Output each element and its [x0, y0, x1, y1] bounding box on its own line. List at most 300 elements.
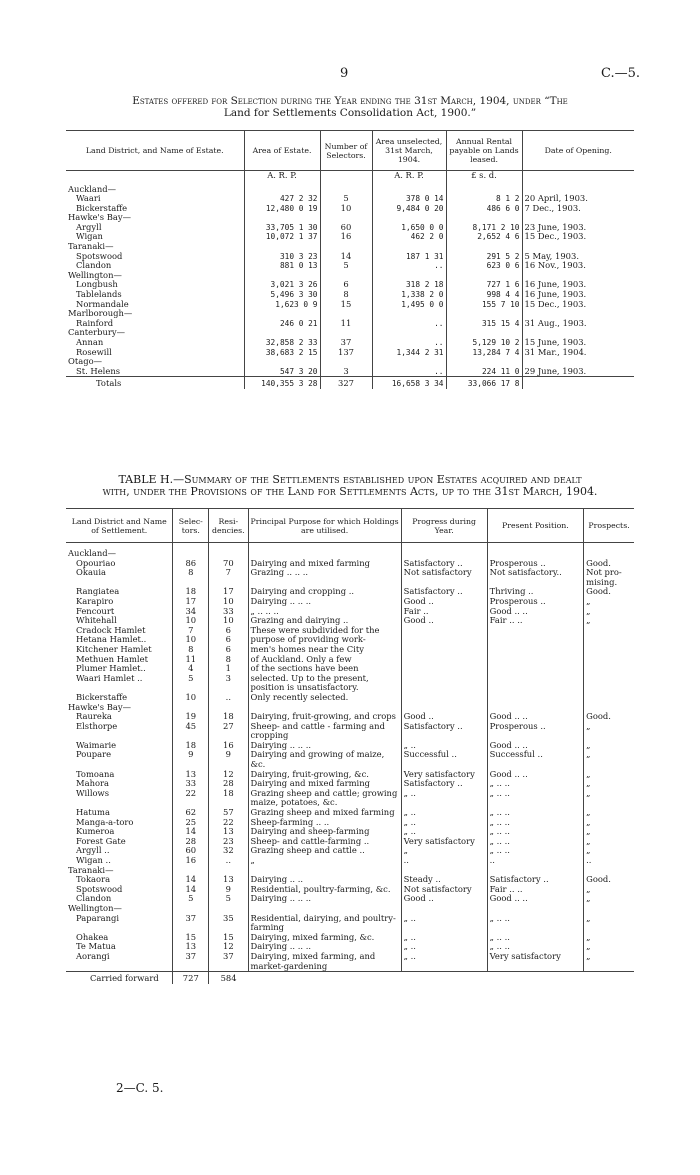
- settlement-name: Opouriao: [76, 557, 116, 568]
- position-value: „ .. ..: [487, 789, 583, 808]
- residencies-value: 37: [209, 952, 248, 972]
- selectors-value: 8: [173, 645, 209, 655]
- position-value: [487, 674, 583, 684]
- units-blank: [522, 171, 634, 185]
- rent-value: [446, 213, 522, 223]
- settlement-name: Clandon: [76, 893, 112, 904]
- settlement-name: Elsthorpe: [76, 720, 118, 731]
- settlement-name: Argyll ..: [76, 845, 110, 856]
- selectors-value: 28: [173, 837, 209, 847]
- residencies-value: 6: [209, 626, 248, 636]
- table-row: [66, 232, 634, 242]
- col-selectors: Number of Selectors.: [320, 131, 372, 171]
- col-unselected: Area unselected, 31st March, 1904.: [372, 131, 446, 171]
- unselected-value: 9,484 0 20: [372, 204, 446, 214]
- purpose-value: Sheep- and cattle - farming and cropping: [248, 722, 401, 741]
- purpose-value: Dairying and mixed farming: [248, 559, 401, 569]
- area-value: [244, 328, 320, 338]
- residencies-value: 32: [209, 846, 248, 856]
- prospects-value: [584, 904, 634, 914]
- progress-value: [401, 635, 487, 645]
- purpose-value: purpose of providing work-: [248, 635, 401, 645]
- unselected-value: 1,344 2 31: [372, 348, 446, 358]
- estate-name: Rosewill: [76, 346, 112, 357]
- settlement-name: Okauia: [76, 567, 106, 578]
- selectors-value: 8: [320, 290, 372, 300]
- position-value: Successful ..: [487, 750, 583, 769]
- estates-table: [66, 130, 634, 389]
- prospects-value: [584, 674, 634, 684]
- table-row: [66, 568, 634, 587]
- settlement-name: Kumeroa: [76, 826, 115, 837]
- area-value: 5,496 3 30: [244, 290, 320, 300]
- prospects-value: „: [584, 894, 634, 904]
- selectors-value: 18: [173, 587, 209, 597]
- totals-row: [66, 377, 634, 389]
- settlement-name: Kitchener Hamlet: [76, 643, 152, 654]
- district-name: Taranaki—: [68, 864, 114, 875]
- rent-value: 727 1 6: [446, 280, 522, 290]
- district-row: [66, 866, 634, 876]
- rent-value: 291 5 2: [446, 252, 522, 262]
- selectors-value: 17: [173, 597, 209, 607]
- prospects-value: „: [584, 942, 634, 952]
- position-value: „ .. ..: [487, 942, 583, 952]
- col-estate: Land District, and Name of Estate.: [66, 131, 244, 171]
- residencies-value: 1: [209, 664, 248, 674]
- unselected-value: 318 2 18: [372, 280, 446, 290]
- position-value: Prosperous ..: [487, 559, 583, 569]
- position-value: Good .. ..: [487, 712, 583, 722]
- document-reference: C.—5.: [600, 66, 640, 81]
- settlement-name: Whitehall: [76, 615, 117, 626]
- prospects-value: „: [584, 914, 634, 933]
- settlement-name: Hatuma: [76, 807, 110, 818]
- purpose-value: Grazing sheep and cattle ..: [248, 846, 401, 856]
- progress-value: „ ..: [401, 818, 487, 828]
- col-area: Area of Estate.: [244, 131, 320, 171]
- prospects-value: [584, 683, 634, 693]
- residencies-value: 8: [209, 655, 248, 665]
- area-value: [244, 357, 320, 367]
- purpose-value: Dairying .. .. ..: [248, 597, 401, 607]
- prospects-value: Good.: [584, 559, 634, 569]
- table-row: [66, 587, 634, 597]
- settlement-name: Poupare: [76, 749, 112, 760]
- prospects-value: „: [584, 827, 634, 837]
- progress-value: Satisfactory ..: [401, 722, 487, 741]
- settlement-name: Raureka: [76, 711, 112, 722]
- progress-value: „ ..: [401, 942, 487, 952]
- residencies-value: 7: [209, 568, 248, 587]
- progress-value: „ ..: [401, 952, 487, 972]
- unselected-value: ..: [372, 338, 446, 348]
- estate-name: Waari: [76, 193, 101, 204]
- selectors-value: 14: [173, 827, 209, 837]
- selectors-value: 5: [320, 261, 372, 271]
- unselected-value: [372, 213, 446, 223]
- purpose-value: [248, 543, 401, 559]
- progress-value: „ ..: [401, 933, 487, 943]
- unselected-value: 1,650 0 0: [372, 223, 446, 233]
- position-value: Fair .. ..: [487, 616, 583, 626]
- estate-name: Rainford: [76, 317, 114, 328]
- position-value: [487, 645, 583, 655]
- district-name: Wellington—: [68, 269, 122, 280]
- units-unselected: A. R. P.: [372, 171, 446, 185]
- area-value: 881 0 13: [244, 261, 320, 271]
- prospects-value: „: [584, 741, 634, 751]
- estate-name: Wigan: [76, 231, 103, 242]
- selectors-value: 9: [173, 750, 209, 769]
- progress-value: Satisfactory ..: [401, 587, 487, 597]
- estate-name: Annan: [76, 337, 104, 347]
- position-value: „ .. ..: [487, 818, 583, 828]
- selectors-value: 11: [173, 655, 209, 665]
- rent-value: [446, 242, 522, 252]
- selectors-value: 10: [173, 693, 209, 703]
- rent-value: 623 0 6: [446, 261, 522, 271]
- estate-name: Normandale: [76, 298, 129, 309]
- prospects-value: „: [584, 789, 634, 808]
- settlement-name: Spotswood: [76, 883, 123, 894]
- prospects-value: [584, 543, 634, 559]
- residencies-value: 15: [209, 933, 248, 943]
- residencies-value: 23: [209, 837, 248, 847]
- date-value: 5 May, 1903.: [522, 252, 634, 262]
- selectors-value: 14: [173, 875, 209, 885]
- prospects-value: „: [584, 808, 634, 818]
- purpose-value: selected. Up to the present,: [248, 674, 401, 684]
- progress-value: Good ..: [401, 616, 487, 626]
- prospects-value: [584, 655, 634, 665]
- progress-value: [401, 674, 487, 684]
- position-value: Not satisfactory..: [487, 568, 583, 587]
- prospects-value: [584, 664, 634, 674]
- position-value: [487, 635, 583, 645]
- settlement-name: Mahora: [76, 778, 110, 789]
- selectors-value: 25: [173, 818, 209, 828]
- rent-value: [446, 185, 522, 195]
- col-purpose: Principal Purpose for which Holdings are utilised.: [248, 509, 401, 543]
- prospects-value: [584, 635, 634, 645]
- rent-value: [446, 328, 522, 338]
- rent-value: 998 4 4: [446, 290, 522, 300]
- residencies-value: ..: [209, 856, 248, 866]
- unselected-value: 1,495 0 0: [372, 300, 446, 310]
- settlement-name: Aorangi: [76, 950, 110, 961]
- purpose-value: Dairying and sheep-farming: [248, 827, 401, 837]
- residencies-value: 12: [209, 942, 248, 952]
- unselected-value: [372, 242, 446, 252]
- district-name: Auckland—: [68, 183, 117, 194]
- table-row: [66, 885, 634, 895]
- table-row: [66, 952, 634, 972]
- col-prospects: Prospects.: [584, 509, 634, 543]
- area-value: 427 2 32: [244, 194, 320, 204]
- prospects-value: „: [584, 616, 634, 626]
- selectors-value: 45: [173, 722, 209, 741]
- progress-value: Very satisfactory: [401, 770, 487, 780]
- prospects-value: „: [584, 770, 634, 780]
- selectors-value: 14: [320, 252, 372, 262]
- rent-value: 8 1 2: [446, 194, 522, 204]
- settlement-name: Karapiro: [76, 595, 114, 606]
- purpose-value: Dairying and mixed farming: [248, 779, 401, 789]
- purpose-value: These were subdivided for the: [248, 626, 401, 636]
- unselected-value: [372, 357, 446, 367]
- position-value: Satisfactory ..: [487, 875, 583, 885]
- progress-value: Good ..: [401, 597, 487, 607]
- progress-value: Successful ..: [401, 750, 487, 769]
- residencies-value: 6: [209, 635, 248, 645]
- position-value: Good .. ..: [487, 894, 583, 904]
- progress-value: Good ..: [401, 894, 487, 904]
- table-row: [66, 750, 634, 769]
- settlement-name: Waari Hamlet ..: [76, 672, 143, 683]
- position-value: [487, 693, 583, 703]
- purpose-value: Dairying, mixed farming, &c.: [248, 933, 401, 943]
- page-number: 9: [340, 66, 349, 81]
- settlement-name: Plumer Hamlet..: [76, 663, 146, 674]
- residencies-value: 18: [209, 789, 248, 808]
- residencies-value: 35: [209, 914, 248, 933]
- purpose-value: „: [248, 856, 401, 866]
- position-value: „ .. ..: [487, 827, 583, 837]
- carried-blank-b: [401, 972, 487, 984]
- date-value: 20 April, 1903.: [522, 194, 634, 204]
- table-row: [66, 597, 634, 607]
- settlement-name: Hetana Hamlet..: [76, 634, 147, 645]
- selectors-value: 3: [320, 367, 372, 377]
- position-value: Good .. ..: [487, 607, 583, 617]
- carried-blank-d: [584, 972, 634, 984]
- date-value: 29 June, 1903.: [522, 367, 634, 377]
- settlement-name: Ohakea: [76, 931, 109, 942]
- unselected-value: [372, 328, 446, 338]
- units-blank: [320, 171, 372, 185]
- prospects-value: „: [584, 722, 634, 741]
- units-area: A. R. P.: [244, 171, 320, 185]
- table1-title: Estates offered for Selection during the Year ending the 31st March, 1904, under “The Land for Settlements Consolidation Act, 1900.”: [132, 95, 568, 119]
- progress-value: Not satisfactory: [401, 568, 487, 587]
- table-row: [66, 894, 634, 904]
- selectors-value: 16: [173, 856, 209, 866]
- estate-name: Argyll: [76, 221, 102, 232]
- unselected-value: 1,338 2 0: [372, 290, 446, 300]
- district-name: Wellington—: [68, 902, 122, 913]
- prospects-value: Good.: [584, 712, 634, 722]
- settlement-name: Methuen Hamlet: [76, 653, 148, 664]
- progress-value: [401, 645, 487, 655]
- purpose-value: Dairying, fruit-growing, &c.: [248, 770, 401, 780]
- selectors-value: 62: [173, 808, 209, 818]
- residencies-value: [209, 543, 248, 559]
- table-row: [66, 367, 634, 377]
- selectors-value: 137: [320, 348, 372, 358]
- position-value: Prosperous ..: [487, 597, 583, 607]
- residencies-value: 22: [209, 818, 248, 828]
- totals-blank: [522, 377, 634, 389]
- selectors-value: 86: [173, 559, 209, 569]
- date-value: 16 June, 1903.: [522, 280, 634, 290]
- prospects-value: „: [584, 597, 634, 607]
- position-value: Fair .. ..: [487, 885, 583, 895]
- residencies-value: 28: [209, 779, 248, 789]
- purpose-value: Dairying and cropping ..: [248, 587, 401, 597]
- progress-value: [401, 543, 487, 559]
- rent-value: 486 6 0: [446, 204, 522, 214]
- selectors-value: 11: [320, 319, 372, 329]
- date-value: 31 Mar., 1904.: [522, 348, 634, 358]
- carried-residencies: 584: [209, 972, 248, 984]
- settlement-name: Bickerstaffe: [76, 691, 128, 702]
- col-residencies: Resi-dencies.: [209, 509, 248, 543]
- date-value: 16 Nov., 1903.: [522, 261, 634, 271]
- selectors-value: 60: [173, 846, 209, 856]
- rent-value: 13,284 7 4: [446, 348, 522, 358]
- residencies-value: 17: [209, 587, 248, 597]
- area-value: 38,683 2 15: [244, 348, 320, 358]
- unselected-value: 187 1 31: [372, 252, 446, 262]
- estate-name: Spotswood: [76, 250, 123, 261]
- col-rental: Annual Rental payable on Lands leased.: [446, 131, 522, 171]
- position-value: „ .. ..: [487, 808, 583, 818]
- settlement-name: Tokaora: [76, 874, 111, 885]
- district-name: Marlborough—: [68, 308, 133, 319]
- estate-name: St. Helens: [76, 365, 121, 376]
- settlement-name: Manga-a-toro: [76, 816, 134, 827]
- table-row: [66, 300, 634, 310]
- table-row: [66, 319, 634, 329]
- col-selectors: Selec-tors.: [173, 509, 209, 543]
- table-row: [66, 808, 634, 818]
- table-row: [66, 933, 634, 943]
- position-value: Very satisfactory: [487, 952, 583, 972]
- settlement-name: Forest Gate: [76, 835, 126, 846]
- residencies-value: 33: [209, 607, 248, 617]
- residencies-value: 57: [209, 808, 248, 818]
- position-value: Prosperous ..: [487, 722, 583, 741]
- selectors-value: 6: [320, 280, 372, 290]
- purpose-value: Grazing .. .. ..: [248, 568, 401, 587]
- selectors-value: 8: [173, 568, 209, 587]
- position-value: [487, 683, 583, 693]
- position-value: Good .. ..: [487, 770, 583, 780]
- table-row: [66, 914, 634, 933]
- progress-value: Satisfactory ..: [401, 779, 487, 789]
- prospects-value: [584, 626, 634, 636]
- prospects-value: Not pro-mising.: [584, 568, 634, 587]
- purpose-value: „ .. .. ..: [248, 607, 401, 617]
- rent-value: 5,129 10 2: [446, 338, 522, 348]
- date-value: 23 June, 1903.: [522, 223, 634, 233]
- prospects-value: Good.: [584, 587, 634, 597]
- area-value: 12,480 0 19: [244, 204, 320, 214]
- carried-blank-c: [487, 972, 583, 984]
- selectors-value: 34: [173, 607, 209, 617]
- rent-value: 155 7 10: [446, 300, 522, 310]
- selectors-value: 19: [173, 712, 209, 722]
- selectors-value: 7: [173, 626, 209, 636]
- progress-value: Steady ..: [401, 875, 487, 885]
- residencies-value: 5: [209, 894, 248, 904]
- progress-value: „ ..: [401, 808, 487, 818]
- settlement-name: Rangiatea: [76, 586, 120, 597]
- residencies-value: 13: [209, 827, 248, 837]
- purpose-value: Grazing sheep and mixed farming: [248, 808, 401, 818]
- area-value: 32,858 2 33: [244, 338, 320, 348]
- selectors-value: 16: [320, 232, 372, 242]
- totals-rent: 33,066 17 8: [446, 377, 522, 389]
- progress-value: [401, 683, 487, 693]
- units-blank: [66, 171, 244, 185]
- progress-value: [401, 664, 487, 674]
- estate-name: Tablelands: [76, 289, 122, 300]
- district-name: Hawke's Bay—: [68, 701, 132, 712]
- rent-value: 2,652 4 6: [446, 232, 522, 242]
- selectors-value: 60: [320, 223, 372, 233]
- date-value: 16 June, 1903.: [522, 290, 634, 300]
- prospects-value: „: [584, 607, 634, 617]
- prospects-value: „: [584, 952, 634, 972]
- rent-value: 8,171 2 10: [446, 223, 522, 233]
- prospects-value: [584, 645, 634, 655]
- progress-value: [401, 693, 487, 703]
- rent-value: [446, 357, 522, 367]
- selectors-value: 33: [173, 779, 209, 789]
- position-value: „ .. ..: [487, 933, 583, 943]
- table-row: [66, 846, 634, 856]
- settlements-table: [66, 508, 634, 984]
- selectors-value: 18: [173, 741, 209, 751]
- district-row: [66, 543, 634, 559]
- settlement-name: Wigan ..: [76, 855, 111, 865]
- district-name: Auckland—: [68, 548, 117, 558]
- selectors-value: 13: [173, 942, 209, 952]
- purpose-value: Sheep-farming .. ..: [248, 818, 401, 828]
- prospects-value: „: [584, 750, 634, 769]
- selectors-value: 14: [173, 885, 209, 895]
- position-value: „ .. ..: [487, 779, 583, 789]
- prospects-value: „: [584, 837, 634, 847]
- totals-selectors: 327: [320, 377, 372, 389]
- progress-value: Very satisfactory: [401, 837, 487, 847]
- residencies-value: 3: [209, 674, 248, 684]
- table-row: [66, 607, 634, 617]
- progress-value: Fair ..: [401, 607, 487, 617]
- selectors-value: 4: [173, 664, 209, 674]
- area-value: [244, 271, 320, 281]
- residencies-value: 12: [209, 770, 248, 780]
- purpose-value: Dairying and growing of maize, &c.: [248, 750, 401, 769]
- totals-unselected: 16,658 3 34: [372, 377, 446, 389]
- totals-area: 140,355 3 28: [244, 377, 320, 389]
- progress-value: „: [401, 846, 487, 856]
- progress-value: „ ..: [401, 789, 487, 808]
- table-row: [66, 683, 634, 693]
- selectors-value: 10: [173, 616, 209, 626]
- unselected-value: ..: [372, 319, 446, 329]
- selectors-value: 13: [173, 770, 209, 780]
- unselected-value: ..: [372, 367, 446, 377]
- position-value: [487, 655, 583, 665]
- estate-name: Longbush: [76, 279, 118, 290]
- carried-forward-row: [66, 972, 634, 984]
- selectors-value: 37: [320, 338, 372, 348]
- unselected-value: 462 2 0: [372, 232, 446, 242]
- residencies-value: 18: [209, 712, 248, 722]
